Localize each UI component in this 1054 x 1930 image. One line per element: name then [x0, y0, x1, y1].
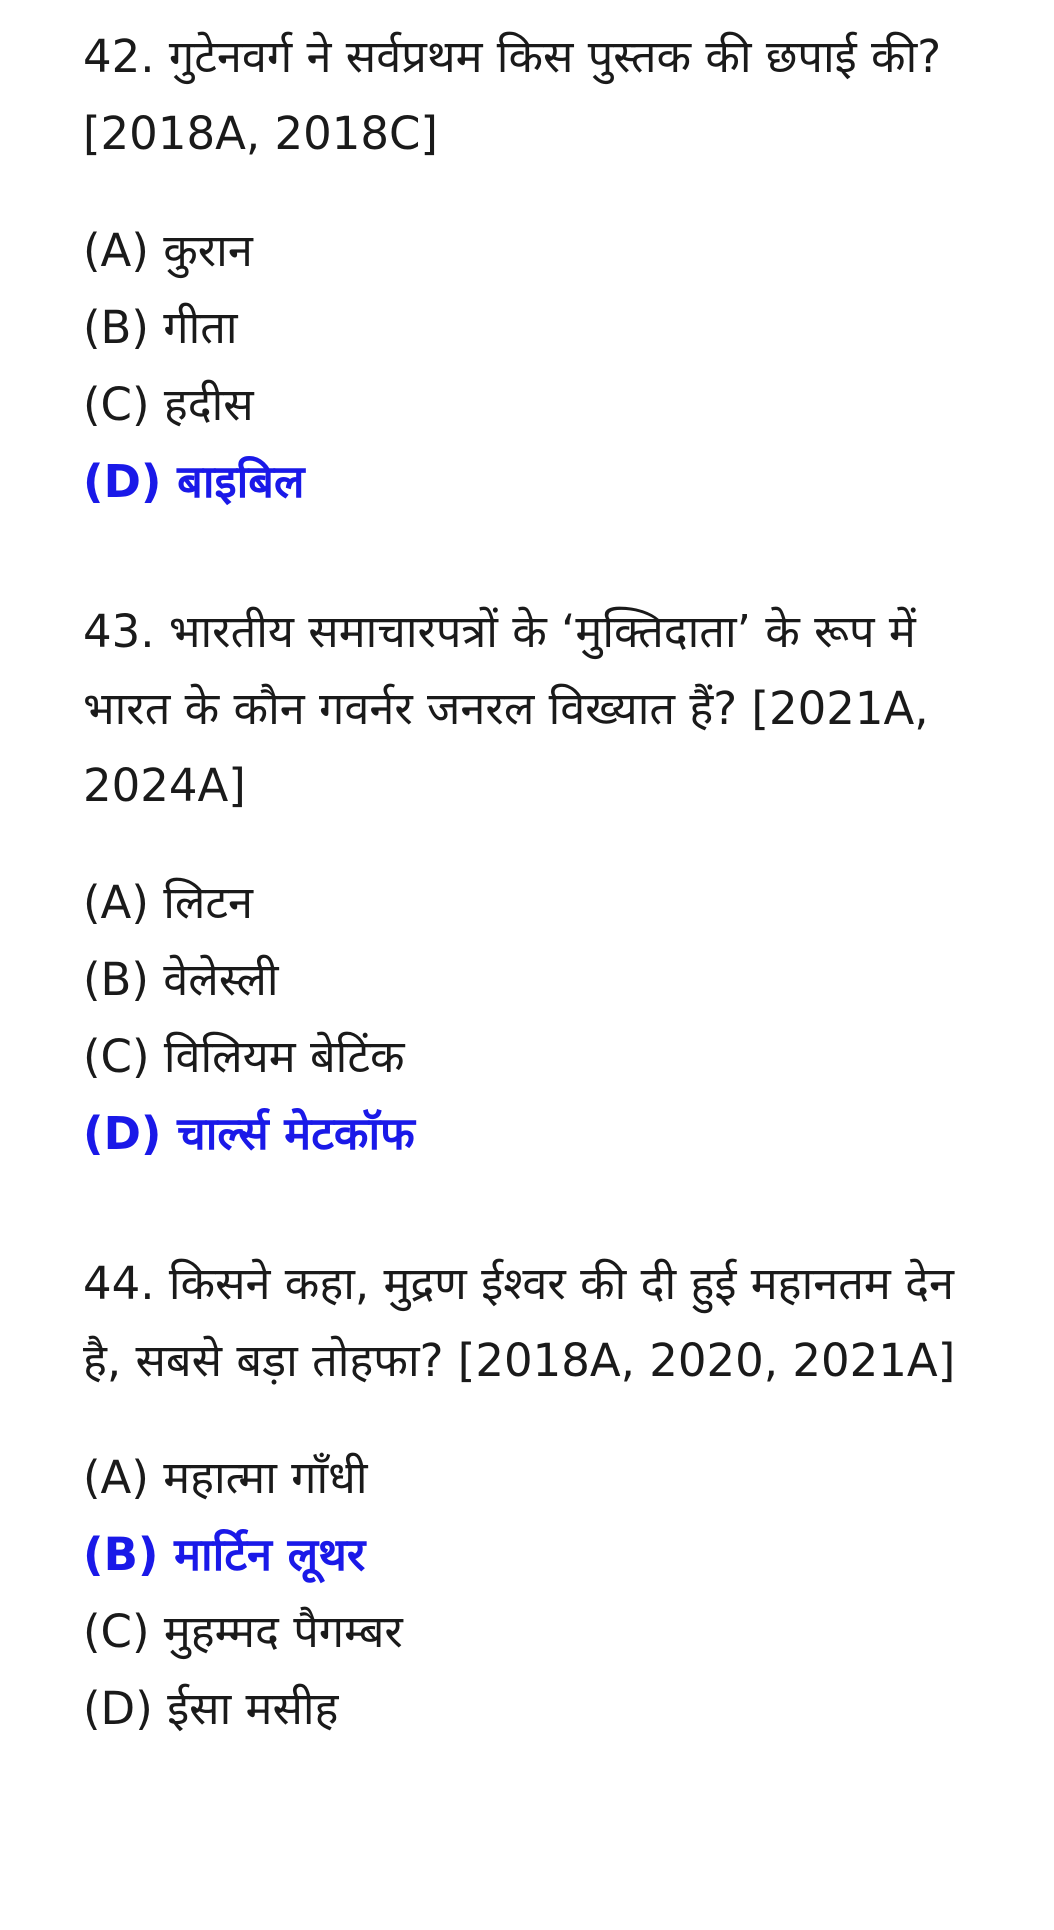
question-page: [83, 18, 1003, 1820]
option-b-correct-answer: (B) मार्टिन लूथर: [83, 1528, 366, 1581]
options-list: [83, 864, 1003, 1172]
question-text: 42. गुटेनवर्ग ने सर्वप्रथम किस पुस्तक की छपाई की? [2018A, 2018C]: [83, 30, 942, 160]
option-a: (A) कुरान: [83, 224, 253, 277]
option-a: (A) महात्मा गाँधी: [83, 1451, 368, 1504]
option-c: (C) हदीस: [83, 378, 254, 431]
option-b: (B) वेलेस्ली: [83, 953, 279, 1006]
option-b: (B) गीता: [83, 301, 238, 354]
option-c: (C) विलियम बेटिंक: [83, 1030, 405, 1083]
option-d-correct-answer: (D) बाइबिल: [83, 455, 305, 508]
option-c: (C) मुहम्मद पैगम्बर: [83, 1605, 403, 1658]
option-a: (A) लिटन: [83, 876, 254, 929]
question-text: 43. भारतीय समाचारपत्रों के ‘मुक्तिदाता’ के रूप में भारत के कौन गवर्नर जनरल विख्यात हैं? [2021A, 2024A]: [83, 605, 929, 812]
options-list: [83, 1439, 1003, 1747]
options-list: [83, 212, 1003, 520]
option-d-correct-answer: (D) चार्ल्स मेटकॉफ: [83, 1107, 415, 1160]
question-block-43: [83, 593, 1003, 1172]
question-block-42: [83, 18, 1003, 520]
question-text: 44. किसने कहा, मुद्रण ईश्वर की दी हुई महानतम देन है, सबसे बड़ा तोहफा? [2018A, 2020, 2021A]: [83, 1257, 956, 1387]
option-d: (D) ईसा मसीह: [83, 1682, 339, 1735]
question-block-44: [83, 1245, 1003, 1747]
